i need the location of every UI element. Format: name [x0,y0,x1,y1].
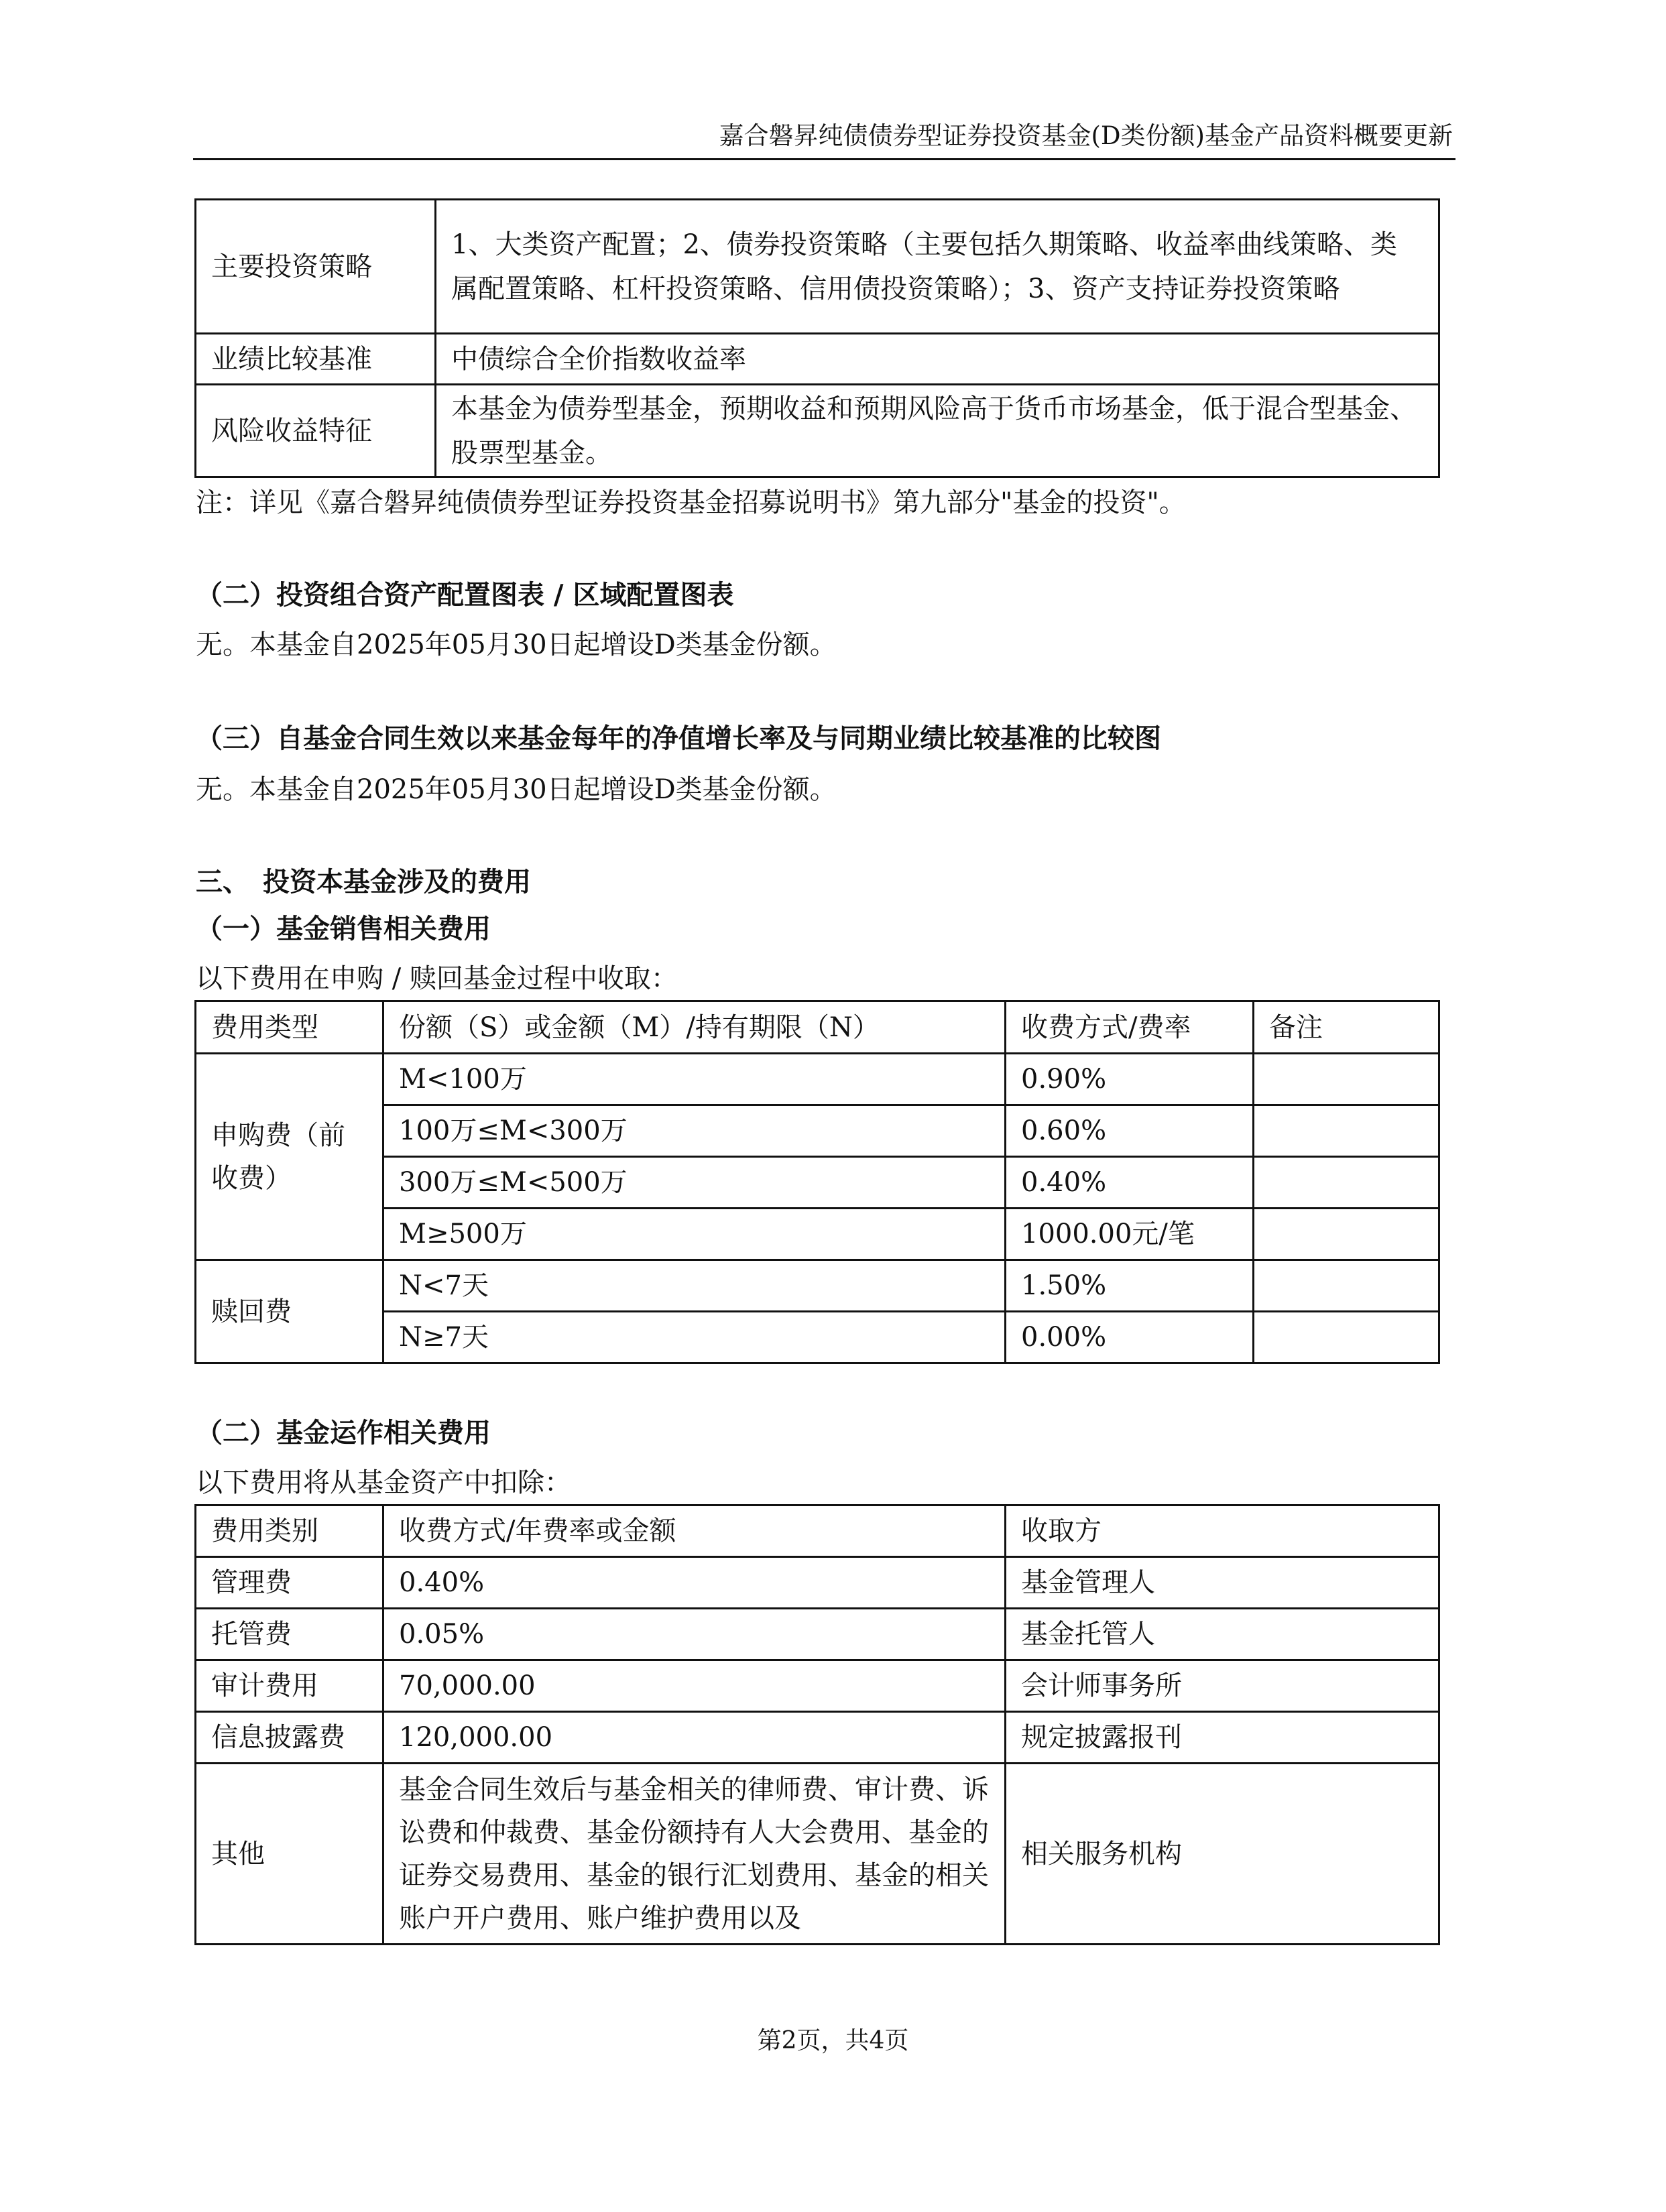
ops-fees-heading: （二）基金运作相关费用 [196,1417,491,1449]
fee-rate: 0.60% [1006,1105,1254,1157]
table-row [196,385,1439,477]
ops-fee-payee: 会计师事务所 [1006,1660,1439,1712]
fee-range: N≥7天 [383,1312,1006,1363]
ops-fee-payee: 基金管理人 [1006,1557,1439,1609]
column-header: 费用类型 [196,1001,383,1054]
ops-fee-type: 管理费 [196,1557,383,1609]
ops-fee-table [194,1504,1440,1945]
strategy-table [194,198,1440,478]
subscription-fee-label: 申购费（前收费） [196,1054,383,1260]
ops-fee-type: 审计费用 [196,1660,383,1712]
table-row [196,200,1439,334]
fee-range: M≥500万 [383,1209,1006,1260]
fee-range: N<7天 [383,1260,1006,1312]
sales-fee-table [194,1000,1440,1364]
strategy-label: 主要投资策略 [196,200,436,334]
table-row [196,1712,1439,1764]
strategy-note: 注：详见《嘉合磐昇纯债债券型证券投资基金招募说明书》第九部分"基金的投资"。 [196,487,1186,518]
section2-heading: （二）投资组合资产配置图表 / 区域配置图表 [196,579,734,611]
table-header-row [196,1506,1439,1557]
risk-value: 本基金为债券型基金，预期收益和预期风险高于货币市场基金，低于混合型基金、股票型基金。 [436,385,1439,477]
table-header-row [196,1001,1439,1054]
fee-rate: 0.00% [1006,1312,1254,1363]
fee-remark [1254,1157,1439,1209]
sales-fees-intro: 以下费用在申购 / 赎回基金过程中收取： [196,963,678,994]
table-row [196,1764,1439,1945]
table-row [196,1609,1439,1660]
ops-fee-amount: 0.40% [383,1557,1006,1609]
part3-heading: 三、 投资本基金涉及的费用 [196,866,531,898]
benchmark-label: 业绩比较基准 [196,334,436,385]
column-header: 收费方式/年费率或金额 [383,1506,1006,1557]
page-number: 第2页，共4页 [757,2027,909,2054]
section3-text: 无。本基金自2025年05月30日起增设D类基金份额。 [196,774,837,805]
column-header: 备注 [1254,1001,1439,1054]
table-row [196,334,1439,385]
table-row [196,1054,1439,1105]
section2-text: 无。本基金自2025年05月30日起增设D类基金份额。 [196,629,837,660]
fee-remark [1254,1105,1439,1157]
ops-fee-amount: 70,000.00 [383,1660,1006,1712]
table-row [196,1557,1439,1609]
header-divider [193,158,1455,160]
fee-remark [1254,1054,1439,1105]
ops-fee-payee: 规定披露报刊 [1006,1712,1439,1764]
fee-range: M<100万 [383,1054,1006,1105]
fee-remark [1254,1209,1439,1260]
table-row [196,1260,1439,1312]
ops-fee-amount: 120,000.00 [383,1712,1006,1764]
fee-rate: 0.40% [1006,1157,1254,1209]
sales-fees-heading: （一）基金销售相关费用 [196,913,491,944]
column-header: 收取方 [1006,1506,1439,1557]
ops-fee-type: 信息披露费 [196,1712,383,1764]
fee-remark [1254,1312,1439,1363]
section3-heading: （三）自基金合同生效以来基金每年的净值增长率及与同期业绩比较基准的比较图 [196,723,1161,754]
column-header: 费用类别 [196,1506,383,1557]
header-title: 嘉合磐昇纯债债券型证券投资基金(D类份额)基金产品资料概要更新 [719,121,1453,150]
fee-rate: 0.90% [1006,1054,1254,1105]
fee-range: 300万≤M<500万 [383,1157,1006,1209]
benchmark-value: 中债综合全价指数收益率 [436,334,1439,385]
ops-fee-type: 托管费 [196,1609,383,1660]
fee-range: 100万≤M<300万 [383,1105,1006,1157]
column-header: 份额（S）或金额（M）/持有期限（N） [383,1001,1006,1054]
table-row [196,1660,1439,1712]
strategy-value: 1、大类资产配置；2、债券投资策略（主要包括久期策略、收益率曲线策略、类属配置策略、杠杆投资策略、信用债投资策略）；3、资产支持证券投资策略 [436,200,1439,334]
ops-fees-intro: 以下费用将从基金资产中扣除： [196,1467,571,1498]
fee-remark [1254,1260,1439,1312]
fee-rate: 1.50% [1006,1260,1254,1312]
ops-fee-type: 其他 [196,1764,383,1945]
ops-fee-amount: 0.05% [383,1609,1006,1660]
ops-fee-amount: 基金合同生效后与基金相关的律师费、审计费、诉讼费和仲裁费、基金份额持有人大会费用、基金的证券交易费用、基金的银行汇划费用、基金的相关账户开户费用、账户维护费用以及 [383,1764,1006,1945]
ops-fee-payee: 相关服务机构 [1006,1764,1439,1945]
redemption-fee-label: 赎回费 [196,1260,383,1363]
risk-label: 风险收益特征 [196,385,436,477]
ops-fee-payee: 基金托管人 [1006,1609,1439,1660]
fee-rate: 1000.00元/笔 [1006,1209,1254,1260]
column-header: 收费方式/费率 [1006,1001,1254,1054]
